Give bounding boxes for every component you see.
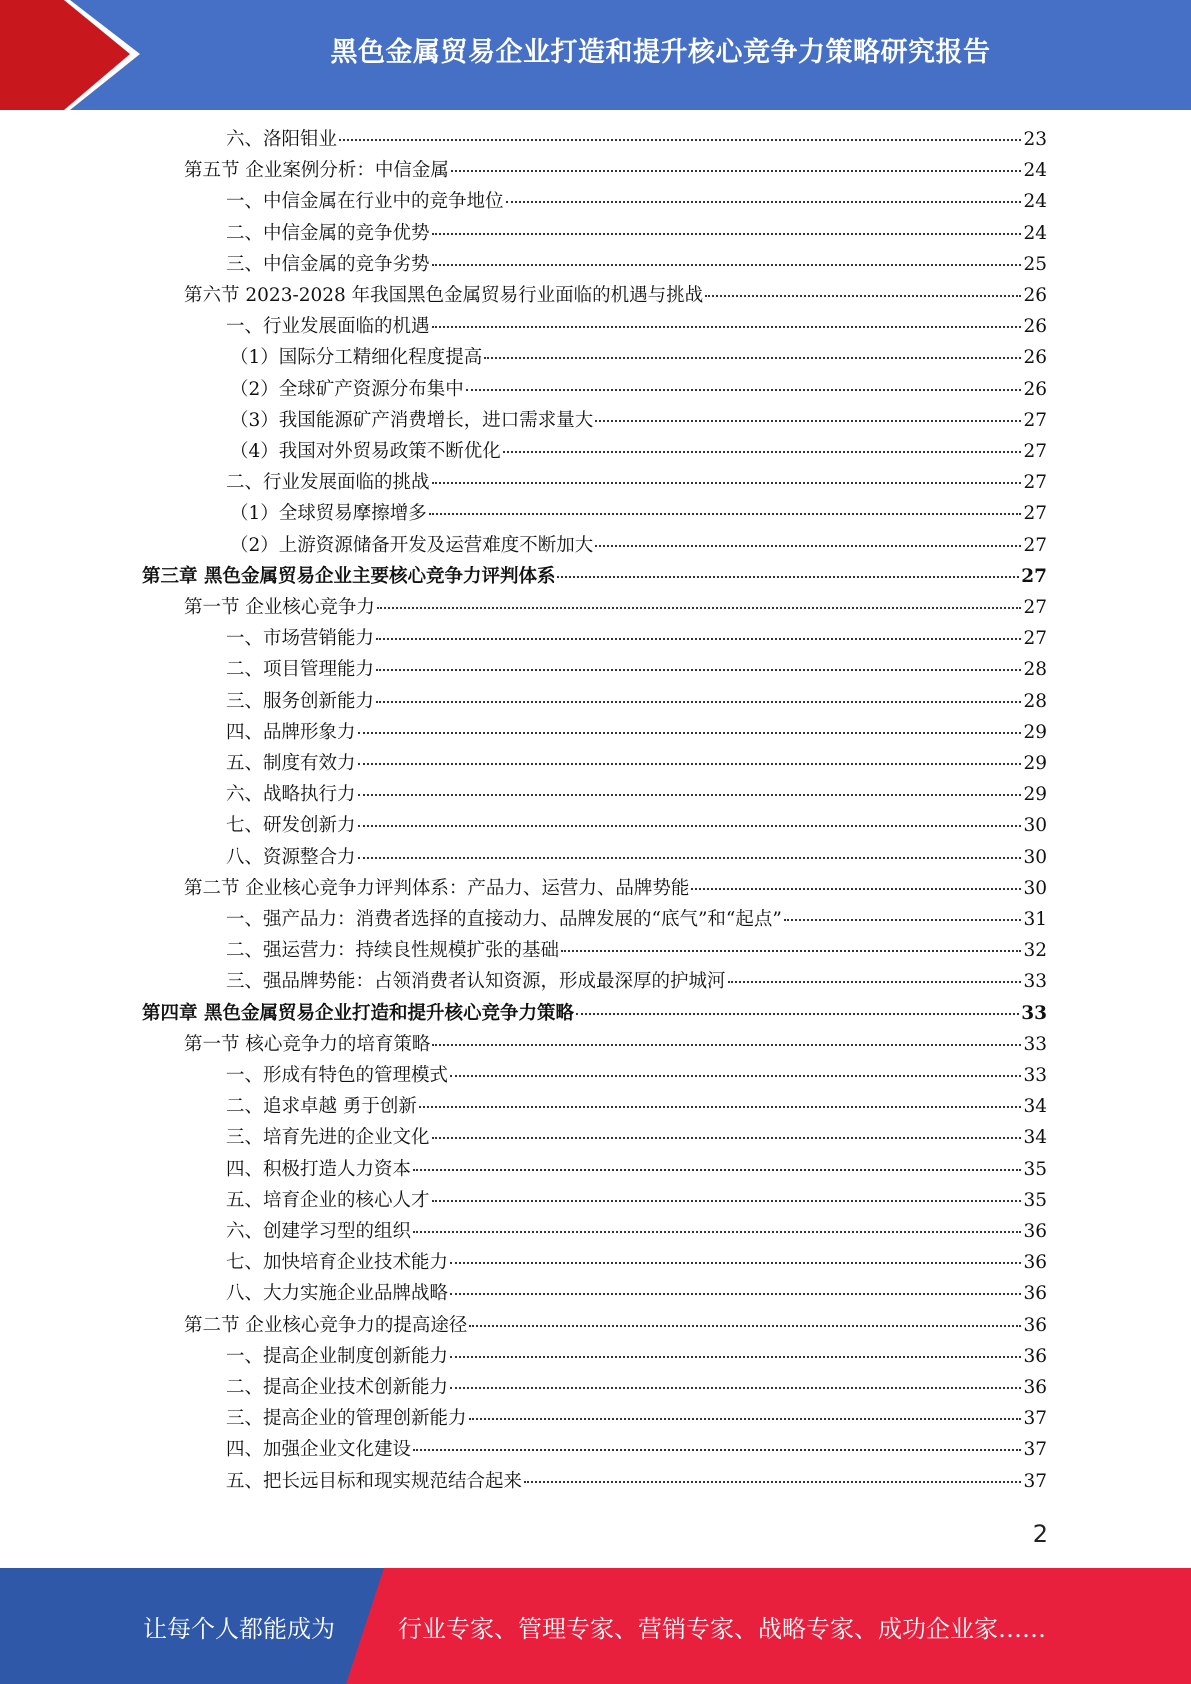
toc-entry-title: 二、行业发展面临的挑战 — [226, 472, 430, 494]
toc-dot-leader — [432, 263, 1022, 266]
toc-dot-leader — [432, 325, 1022, 328]
toc-entry-title: 七、加快培育企业技术能力 — [226, 1252, 449, 1274]
toc-entry[interactable] — [226, 1095, 1047, 1119]
toc-dot-leader — [377, 606, 1022, 609]
toc-entry-page: 36 — [1023, 1252, 1047, 1274]
toc-dot-leader — [503, 450, 1022, 453]
toc-entry[interactable] — [230, 440, 1047, 464]
toc-entry-title: 八、资源整合力 — [226, 846, 356, 868]
toc-entry[interactable] — [226, 970, 1047, 994]
toc-dot-leader — [358, 762, 1022, 765]
toc-entry[interactable] — [226, 939, 1047, 963]
toc-entry-title: 三、提高企业的管理创新能力 — [226, 1408, 467, 1430]
toc-dot-leader — [595, 419, 1021, 422]
toc-dot-leader — [376, 668, 1021, 671]
toc-dot-leader — [451, 169, 1022, 172]
toc-entry-title: 三、强品牌势能：占领消费者认知资源，形成最深厚的护城河 — [226, 971, 726, 993]
toc-entry-title: 四、积极打造人力资本 — [226, 1158, 412, 1180]
toc-entry-title: 五、培育企业的核心人才 — [226, 1189, 430, 1211]
toc-entry[interactable] — [226, 1407, 1047, 1431]
toc-entry-title: 二、项目管理能力 — [226, 659, 375, 681]
toc-entry-title: 六、洛阳钼业 — [226, 129, 338, 150]
toc-dot-leader — [432, 1136, 1022, 1139]
toc-entry-page: 33 — [1023, 1065, 1047, 1086]
toc-dot-leader — [784, 918, 1022, 921]
toc-entry-page: 27 — [1021, 565, 1047, 587]
page-header — [0, 0, 1191, 110]
toc-dot-leader — [561, 949, 1021, 952]
toc-dot-leader — [432, 1043, 1021, 1046]
toc-dot-leader — [484, 356, 1021, 359]
toc-dot-leader — [376, 700, 1021, 703]
toc-entry[interactable] — [142, 565, 1047, 589]
toc-entry[interactable] — [226, 1470, 1047, 1494]
toc-entry[interactable] — [226, 190, 1047, 214]
toc-entry-page: 30 — [1023, 877, 1047, 899]
toc-dot-leader — [728, 980, 1022, 983]
toc-entry[interactable] — [184, 877, 1047, 901]
toc-entry[interactable] — [226, 814, 1047, 838]
toc-entry-page: 27 — [1023, 503, 1047, 525]
page-footer — [0, 1568, 1191, 1684]
toc-entry[interactable] — [226, 752, 1047, 776]
toc-dot-leader — [358, 731, 1022, 734]
toc-entry[interactable] — [184, 596, 1047, 620]
toc-entry[interactable] — [226, 846, 1047, 870]
toc-entry[interactable] — [184, 1033, 1047, 1057]
toc-entry-page: 33 — [1023, 971, 1047, 993]
toc-entry-page: 29 — [1023, 753, 1047, 774]
toc-entry[interactable] — [226, 315, 1047, 339]
toc-entry-title: 七、研发创新力 — [226, 815, 356, 837]
toc-entry-page: 27 — [1023, 534, 1047, 556]
toc-entry-page: 29 — [1023, 721, 1047, 743]
toc-entry-page: 27 — [1023, 628, 1047, 650]
toc-entry-page: 37 — [1023, 1470, 1047, 1492]
toc-dot-leader — [466, 388, 1022, 391]
toc-entry-page: 27 — [1023, 472, 1047, 494]
toc-entry[interactable] — [226, 908, 1047, 932]
toc-entry[interactable] — [226, 222, 1047, 246]
toc-entry-page: 30 — [1023, 815, 1047, 837]
toc-entry-page: 24 — [1023, 222, 1047, 244]
toc-entry[interactable] — [226, 627, 1047, 651]
toc-dot-leader — [469, 1324, 1021, 1327]
toc-entry-page: 27 — [1023, 597, 1047, 618]
toc-entry-page: 36 — [1023, 1283, 1047, 1305]
toc-entry-title: 五、制度有效力 — [226, 753, 356, 774]
toc-entry[interactable] — [226, 471, 1047, 495]
toc-entry-title: 一、行业发展面临的机遇 — [226, 316, 430, 338]
toc-entry[interactable] — [226, 783, 1047, 807]
toc-entry-page: 27 — [1023, 441, 1047, 462]
toc-entry-page: 26 — [1023, 347, 1047, 369]
toc-entry[interactable] — [226, 128, 1047, 152]
toc-entry-title: （2）上游资源储备开发及运营难度不断加大 — [230, 534, 594, 556]
footer-slogan-left: 让每个人都能成为 — [143, 1614, 335, 1643]
toc-entry-title: 第六节 2023-2028 年我国黑色金属贸易行业面临的机遇与挑战 — [184, 285, 704, 306]
toc-entry-title: （1）国际分工精细化程度提高 — [230, 347, 483, 369]
toc-dot-leader — [413, 1168, 1021, 1171]
toc-entry-page: 25 — [1023, 253, 1047, 275]
toc-entry[interactable] — [226, 1126, 1047, 1150]
toc-entry-title: 第二节 企业核心竞争力评判体系：产品力、运营力、品牌势能 — [184, 877, 690, 899]
toc-entry[interactable] — [230, 409, 1047, 433]
toc-dot-leader — [691, 887, 1021, 890]
toc-dot-leader — [419, 1105, 1022, 1108]
toc-entry-title: 第一节 核心竞争力的培育策略 — [184, 1033, 431, 1055]
toc-entry[interactable] — [230, 502, 1047, 526]
toc-entry-page: 33 — [1023, 1033, 1047, 1055]
page-number: 2 — [1032, 1520, 1048, 1548]
toc-dot-leader — [432, 481, 1022, 484]
toc-entry-title: 六、创建学习型的组织 — [226, 1221, 412, 1242]
toc-dot-leader — [358, 824, 1022, 827]
toc-entry[interactable] — [226, 1282, 1047, 1306]
toc-entry-page: 37 — [1023, 1439, 1047, 1461]
toc-entry-title: （4）我国对外贸易政策不断优化 — [230, 441, 501, 462]
toc-entry-title: 二、提高企业技术创新能力 — [226, 1377, 449, 1398]
toc-entry-page: 35 — [1023, 1189, 1047, 1211]
toc-entry[interactable] — [226, 1376, 1047, 1400]
toc-entry-title: 第四章 黑色金属贸易企业打造和提升核心竞争力策略 — [142, 1002, 574, 1024]
toc-entry-page: 24 — [1023, 191, 1047, 213]
toc-entry-title: 二、中信金属的竞争优势 — [226, 222, 430, 244]
toc-entry-page: 30 — [1023, 846, 1047, 868]
toc-entry[interactable] — [226, 1251, 1047, 1275]
toc-entry[interactable] — [226, 1345, 1047, 1369]
toc-entry[interactable] — [230, 346, 1047, 370]
toc-entry-title: （1）全球贸易摩擦增多 — [230, 503, 427, 525]
toc-dot-leader — [450, 1292, 1021, 1295]
toc-entry-title: 一、市场营销能力 — [226, 628, 375, 650]
toc-entry-page: 26 — [1023, 285, 1047, 306]
toc-dot-leader — [469, 1417, 1022, 1420]
toc-entry[interactable] — [226, 1064, 1047, 1088]
toc-entry-page: 23 — [1023, 129, 1047, 150]
toc-dot-leader — [358, 793, 1022, 796]
toc-entry-page: 29 — [1023, 784, 1047, 806]
toc-entry[interactable] — [226, 1438, 1047, 1462]
toc-entry[interactable] — [184, 159, 1047, 183]
toc-dot-leader — [524, 1480, 1021, 1483]
toc-entry-page: 28 — [1023, 659, 1047, 681]
toc-entry-title: 三、中信金属的竞争劣势 — [226, 253, 430, 275]
toc-entry-title: 一、形成有特色的管理模式 — [226, 1065, 449, 1086]
toc-dot-leader — [450, 1261, 1021, 1264]
toc-dot-leader — [339, 138, 1021, 141]
toc-dot-leader — [450, 1386, 1021, 1389]
toc-entry[interactable] — [230, 378, 1047, 402]
toc-dot-leader — [576, 1012, 1019, 1015]
toc-entry-page: 37 — [1023, 1408, 1047, 1430]
toc-entry-title: 一、提高企业制度创新能力 — [226, 1345, 449, 1367]
toc-dot-leader — [506, 200, 1022, 203]
toc-dot-leader — [358, 856, 1022, 859]
toc-entry-title: 四、加强企业文化建设 — [226, 1439, 412, 1461]
toc-entry-page: 36 — [1023, 1314, 1047, 1336]
toc-entry-page: 35 — [1023, 1158, 1047, 1180]
toc-entry-page: 31 — [1023, 909, 1047, 930]
toc-entry[interactable] — [226, 1189, 1047, 1213]
toc-entry-title: 第五节 企业案例分析：中信金属 — [184, 160, 449, 182]
toc-entry-title: 三、培育先进的企业文化 — [226, 1127, 430, 1149]
toc-dot-leader — [450, 1355, 1021, 1358]
toc-entry[interactable] — [142, 1002, 1047, 1026]
toc-entry-title: （3）我国能源矿产消费增长，进口需求量大 — [230, 409, 594, 431]
toc-entry[interactable] — [184, 1314, 1047, 1338]
toc-dot-leader — [376, 637, 1021, 640]
toc-entry-page: 28 — [1023, 690, 1047, 712]
toc-entry-title: 四、品牌形象力 — [226, 721, 356, 743]
toc-entry-page: 34 — [1023, 1096, 1047, 1118]
toc-dot-leader — [450, 1074, 1021, 1077]
toc-dot-leader — [432, 1199, 1022, 1202]
toc-entry[interactable] — [226, 721, 1047, 745]
toc-entry-page: 24 — [1023, 160, 1047, 182]
toc-entry-page: 33 — [1021, 1002, 1047, 1024]
toc-entry-page: 32 — [1023, 940, 1047, 962]
toc-entry-title: 三、服务创新能力 — [226, 690, 375, 712]
toc-entry-page: 36 — [1023, 1345, 1047, 1367]
toc-entry-title: 一、强产品力：消费者选择的直接动力、品牌发展的“底气”和“起点” — [226, 909, 782, 930]
toc-dot-leader — [705, 294, 1021, 297]
toc-entry-page: 27 — [1023, 409, 1047, 431]
toc-entry-title: （2）全球矿产资源分布集中 — [230, 378, 464, 400]
toc-entry-title: 第二节 企业核心竞争力的提高途径 — [184, 1314, 468, 1336]
toc-entry-page: 26 — [1023, 316, 1047, 338]
toc-entry[interactable] — [184, 284, 1047, 308]
toc-dot-leader — [429, 512, 1022, 515]
toc-dot-leader — [557, 575, 1019, 578]
toc-entry[interactable] — [226, 253, 1047, 277]
toc-entry-page: 36 — [1023, 1377, 1047, 1398]
toc-entry-title: 一、中信金属在行业中的竞争地位 — [226, 191, 504, 213]
toc-entry-title: 二、追求卓越 勇于创新 — [226, 1096, 417, 1118]
toc-entry-page: 36 — [1023, 1221, 1047, 1242]
toc-entry-title: 五、把长远目标和现实规范结合起来 — [226, 1470, 523, 1492]
toc-entry[interactable] — [230, 534, 1047, 558]
toc-entry[interactable] — [226, 658, 1047, 682]
toc-dot-leader — [413, 1230, 1021, 1233]
toc-entry-title: 二、强运营力：持续良性规模扩张的基础 — [226, 940, 560, 962]
toc-entry-title: 六、战略执行力 — [226, 784, 356, 806]
document-title: 黑色金属贸易企业打造和提升核心竞争力策略研究报告 — [330, 36, 991, 68]
toc-entry-title: 八、大力实施企业品牌战略 — [226, 1283, 449, 1305]
toc-dot-leader — [413, 1448, 1021, 1451]
toc-entry[interactable] — [226, 690, 1047, 714]
footer-slogan-right: 行业专家、管理专家、营销专家、战略专家、成功企业家…… — [398, 1614, 1046, 1643]
toc-entry-title: 第三章 黑色金属贸易企业主要核心竞争力评判体系 — [142, 565, 556, 587]
toc-entry-page: 26 — [1023, 378, 1047, 400]
toc-dot-leader — [595, 544, 1021, 547]
toc-entry-page: 34 — [1023, 1127, 1047, 1149]
toc-entry-title: 第一节 企业核心竞争力 — [184, 597, 375, 618]
toc-entry[interactable] — [226, 1158, 1047, 1182]
toc-dot-leader — [432, 232, 1022, 235]
toc-entry[interactable] — [226, 1220, 1047, 1244]
